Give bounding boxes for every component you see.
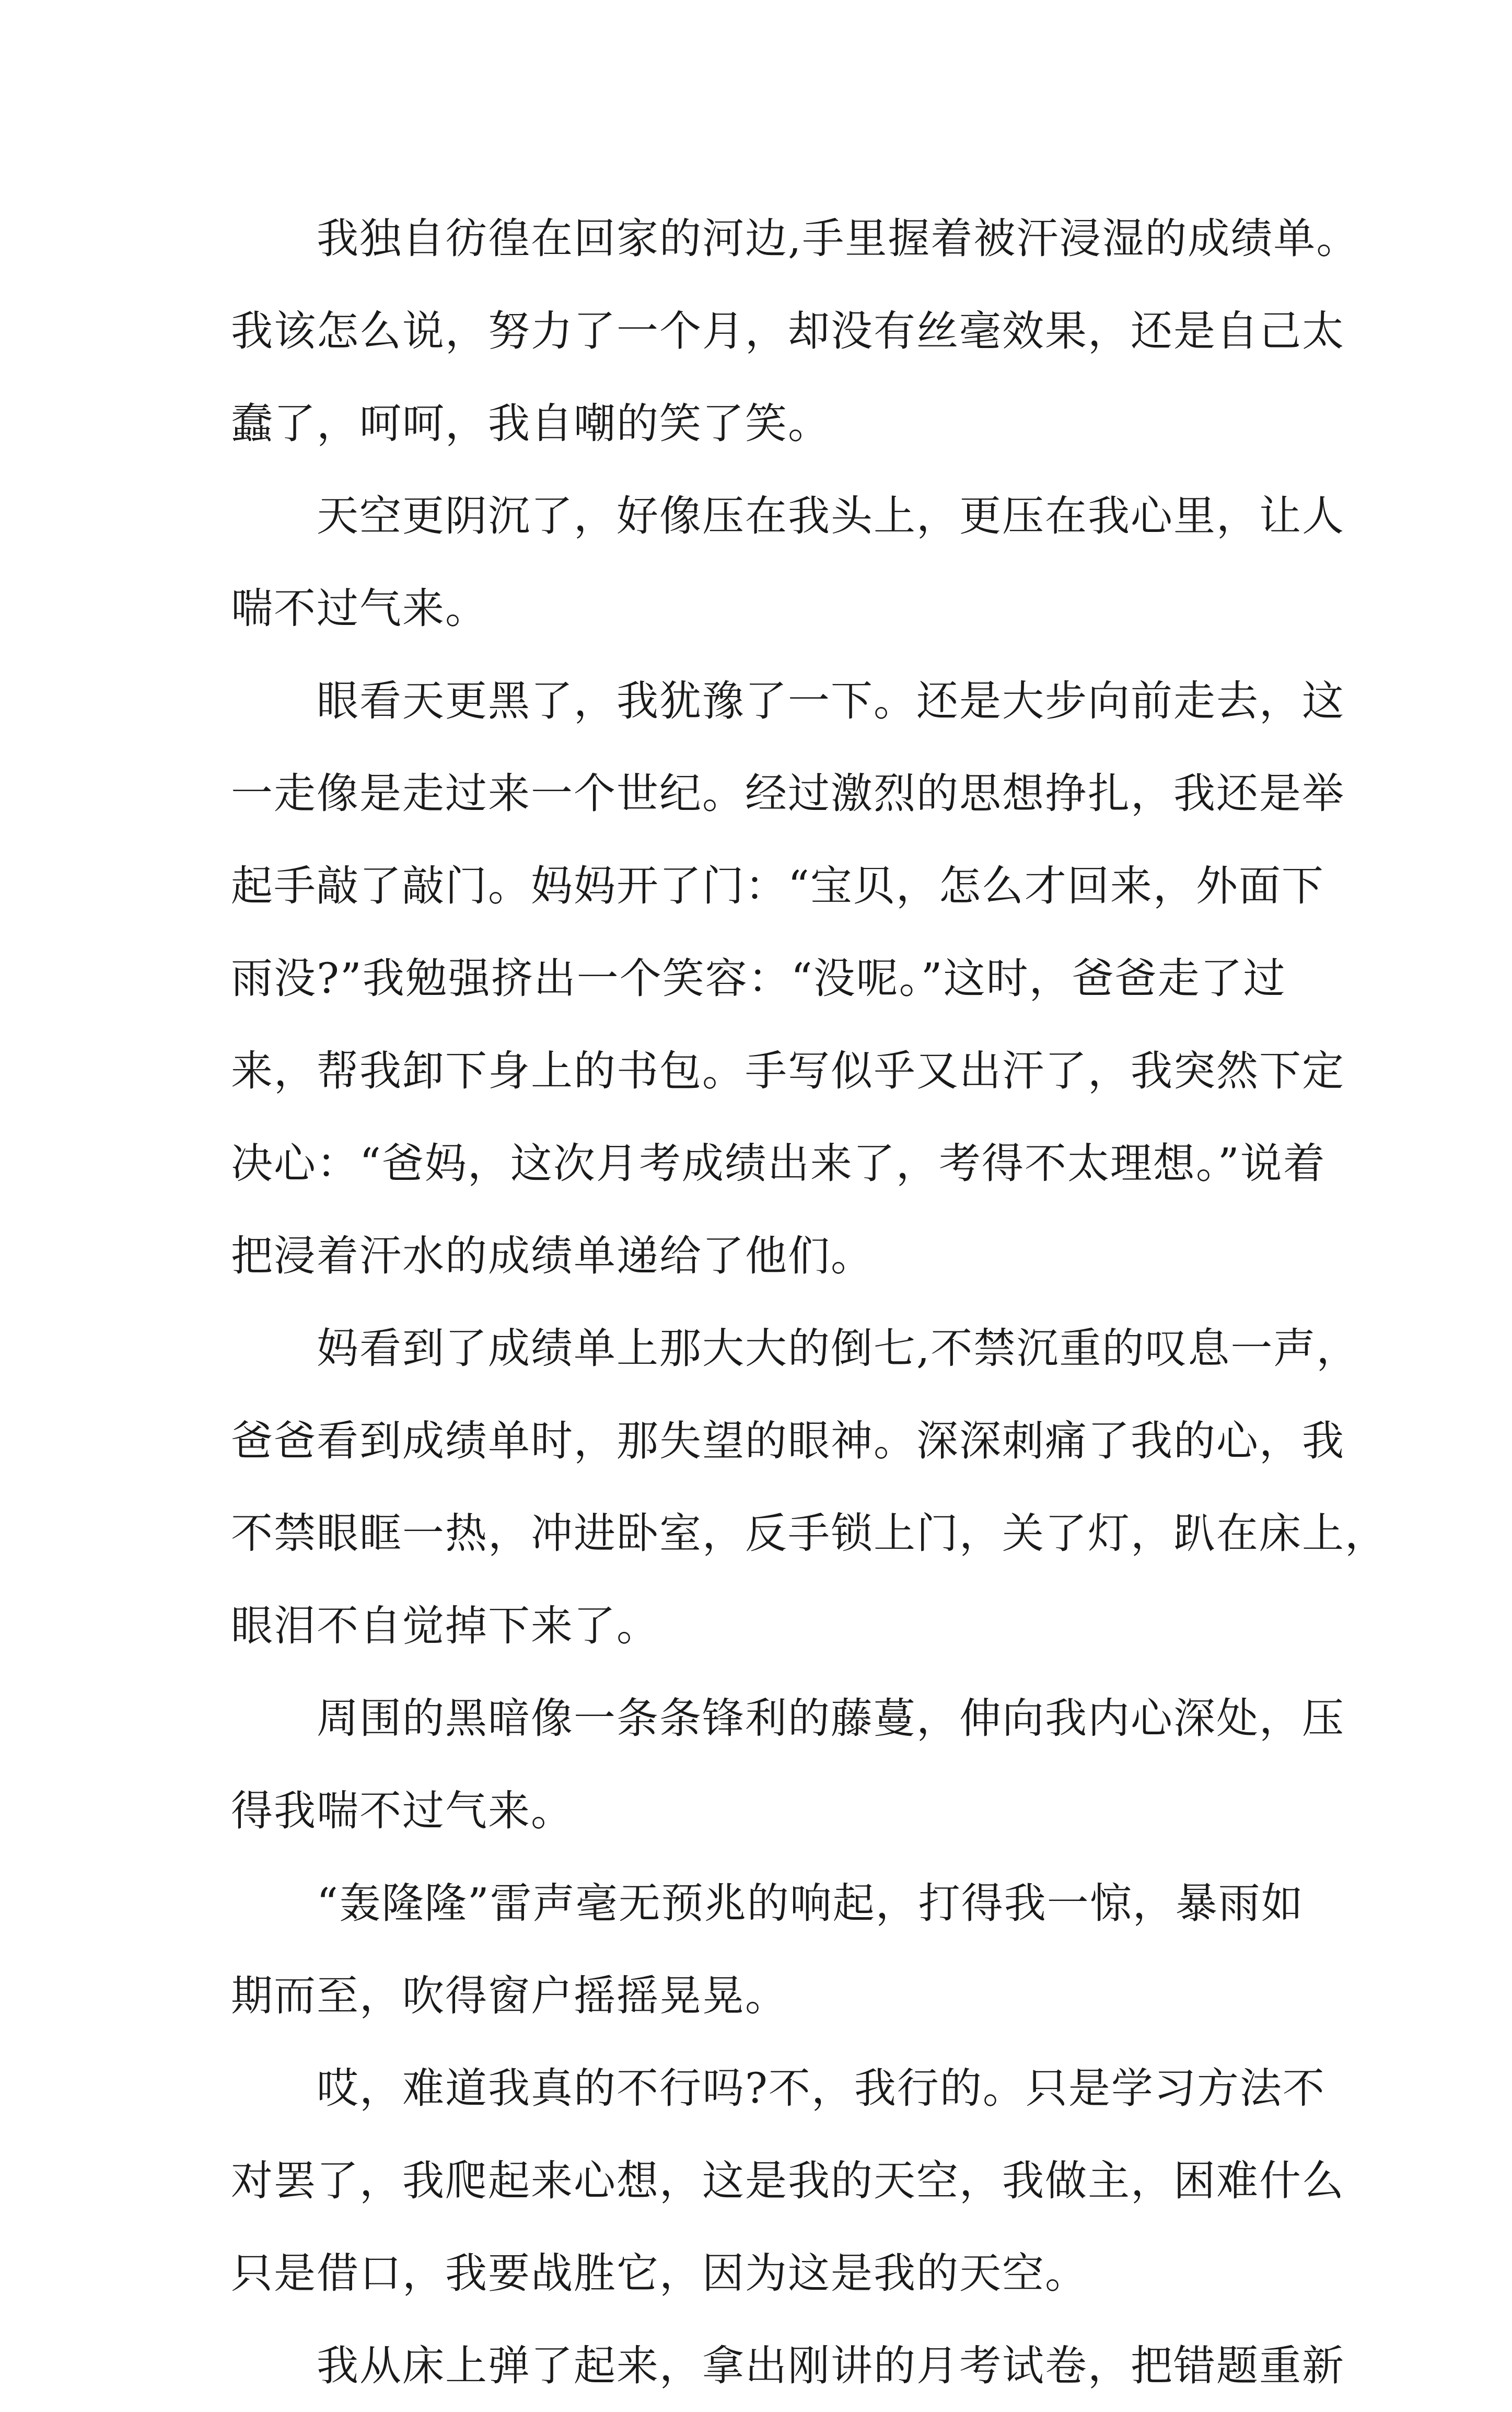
text-line: 周围的黑暗像一条条锋利的藤蔓，伸向我内心深处，压 [231, 1694, 1345, 1743]
text-line: 起手敲了敲门。妈妈开了门：“宝贝，怎么才回来，外面下 [231, 862, 1324, 910]
text-line: 一走像是走过来一个世纪。经过激烈的思想挣扎，我还是举 [231, 769, 1345, 818]
text-line: 把浸着汗水的成绩单递给了他们。 [231, 1232, 874, 1280]
text-line: 哎，难道我真的不行吗?不，我行的。只是学习方法不 [231, 2064, 1325, 2113]
text-line: 决心：“爸妈，这次月考成绩出来了，考得不太理想。”说着 [231, 1139, 1326, 1188]
text-line: 我该怎么说，努力了一个月，却没有丝毫效果，还是自己太 [231, 307, 1345, 355]
text-line: 得我喘不过气来。 [231, 1787, 574, 1835]
text-line: 不禁眼眶一热，冲进卧室，反手锁上门，关了灯，趴在床上， [231, 1509, 1388, 1558]
text-line: 爸爸看到成绩单时，那失望的眼神。深深刺痛了我的心，我 [231, 1417, 1345, 1465]
text-line: 期而至，吹得窗户摇摇晃晃。 [231, 1972, 788, 2020]
text-line: 雨没?”我勉强挤出一个笑容：“没呢。”这时，爸爸走了过 [231, 954, 1286, 1003]
text-line: 蠢了，呵呵，我自嘲的笑了笑。 [231, 399, 831, 448]
text-line: 喘不过气来。 [231, 584, 488, 633]
text-line: 来，帮我卸下身上的书包。手写似乎又出汗了，我突然下定 [231, 1047, 1345, 1095]
text-line: 眼看天更黑了，我犹豫了一下。还是大步向前走去，这 [231, 677, 1345, 725]
text-line: 对罢了，我爬起来心想，这是我的天空，我做主，困难什么 [231, 2156, 1345, 2205]
text-line: 眼泪不自觉掉下来了。 [231, 1602, 659, 1650]
essay-body [231, 192, 1388, 2412]
text-line: 我独自彷徨在回家的河边,手里握着被汗浸湿的成绩单。 [231, 214, 1359, 263]
text-line: 天空更阴沉了，好像压在我头上，更压在我心里，让人 [231, 492, 1345, 540]
text-line: 我从床上弹了起来，拿出刚讲的月考试卷，把错题重新 [231, 2341, 1345, 2390]
text-line: 妈看到了成绩单上那大大的倒七,不禁沉重的叹息一声， [231, 1324, 1359, 1373]
text-line: 只是借口，我要战胜它，因为这是我的天空。 [231, 2249, 1088, 2298]
text-line: “轰隆隆”雷声毫无预兆的响起，打得我一惊，暴雨如 [231, 1879, 1304, 1928]
